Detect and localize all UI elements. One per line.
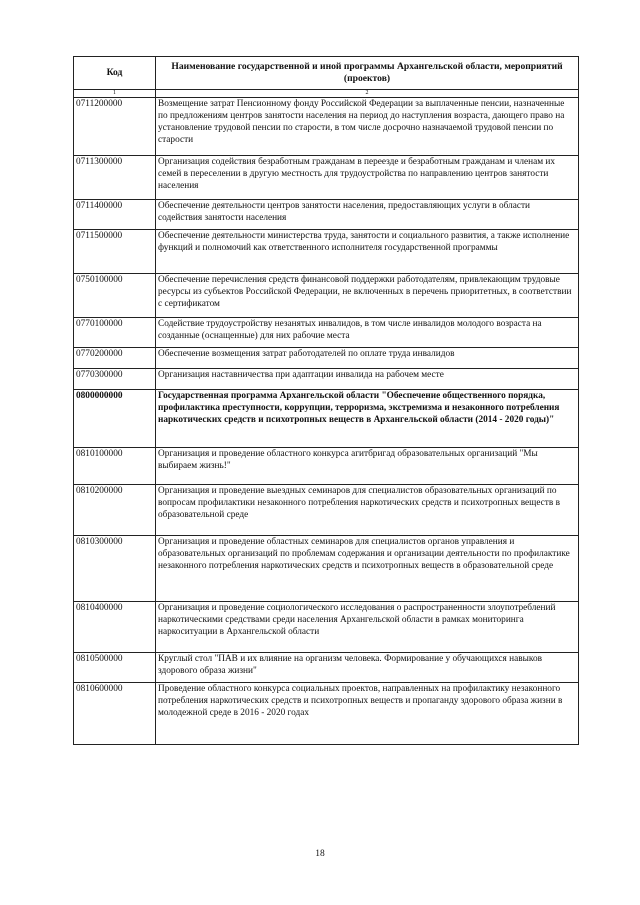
row-name: Обеспечение деятельности центров занятости населения, предоставляющих услуги в области содействия занятости населения — [156, 200, 579, 230]
program-code-table — [73, 56, 579, 745]
row-name: Обеспечение деятельности министерства труда, занятости и социального развития, а также исполнение функций и полномочий как ответственного исполнителя государственной программы — [156, 230, 579, 274]
row-code: 0810400000 — [74, 602, 156, 653]
table-row — [74, 602, 579, 653]
row-name: Обеспечение возмещения затрат работодателей по оплате труда инвалидов — [156, 348, 579, 369]
row-code: 0711300000 — [74, 156, 156, 200]
row-name: Организация содействия безработным гражданам в переезде и безработным гражданам и членам их семей в переселении в другую местность для трудоустройства по направлению центров занятости населения — [156, 156, 579, 200]
row-name: Проведение областного конкурса социальных проектов, направленных на профилактику незаконного потребления наркотических средств и психотропных веществ и пропаганду здорового образа жизни в молодежной среде в 2016 - 2020 годах — [156, 683, 579, 745]
table-row — [74, 200, 579, 230]
row-code: 0810600000 — [74, 683, 156, 745]
table-row — [74, 318, 579, 348]
row-name: Обеспечение перечисления средств финансовой поддержки работодателям, привлекающим трудовые ресурсы из субъектов Российской Федерации, не включенных в перечень приоритетных, в соответствии с сертификатом — [156, 274, 579, 318]
row-code: 0770300000 — [74, 369, 156, 390]
table-row — [74, 274, 579, 318]
page-number: 18 — [315, 849, 325, 859]
row-code: 0800000000 — [74, 390, 156, 448]
table-row — [74, 390, 579, 448]
table-row — [74, 653, 579, 683]
column-number-row — [74, 90, 579, 98]
row-name: Государственная программа Архангельской области "Обеспечение общественного порядка, профилактика преступности, коррупции, терроризма, экстремизма и незаконного потребления наркотических средств и психотропных веществ в Архангельской области (2014 - 2020 годы)" — [156, 390, 579, 448]
row-code: 0810500000 — [74, 653, 156, 683]
table-row — [74, 448, 579, 485]
table-row — [74, 348, 579, 369]
row-code: 0711200000 — [74, 98, 156, 156]
header-code: Код — [74, 57, 156, 90]
row-name: Возмещение затрат Пенсионному фонду Российской Федерации за выплаченные пенсии, назначенные по предложениям центров занятости населения на период до наступления возраста, дающего право на установление трудовой пенсии по старости, в том числе досрочно назначаемой трудовой пенсии по старости — [156, 98, 579, 156]
table-row — [74, 156, 579, 200]
row-code: 0770200000 — [74, 348, 156, 369]
table-row — [74, 230, 579, 274]
row-code: 0770100000 — [74, 318, 156, 348]
row-name: Организация и проведение областного конкурса агитбригад образовательных организаций "Мы выбираем жизнь!" — [156, 448, 579, 485]
row-name: Содействие трудоустройству незанятых инвалидов, в том числе инвалидов молодого возраста на созданные (оснащенные) для них рабочие места — [156, 318, 579, 348]
header-name: Наименование государственной и иной программы Архангельской области, мероприятий (проектов) — [156, 57, 579, 90]
table-row — [74, 536, 579, 602]
row-code: 0711500000 — [74, 230, 156, 274]
table-header-row — [74, 57, 579, 90]
column-number-2: 2 — [156, 90, 579, 98]
row-name: Круглый стол "ПАВ и их влияние на организм человека. Формирование у обучающихся навыков здорового образа жизни" — [156, 653, 579, 683]
row-name: Организация и проведение областных семинаров для специалистов органов управления и образовательных организаций по проблемам содержания и организации деятельности по профилактике незаконного потребления наркотических средств и психотропных веществ в образовательной среде — [156, 536, 579, 602]
row-code: 0810300000 — [74, 536, 156, 602]
row-code: 0711400000 — [74, 200, 156, 230]
table-row — [74, 683, 579, 745]
table-row — [74, 98, 579, 156]
row-name: Организация и проведение социологического исследования о распространенности злоупотреблений наркотическими средствами среди населения Архангельской области в рамках мониторинга наркоситуации в Архангельской области — [156, 602, 579, 653]
table-row — [74, 485, 579, 536]
row-code: 0750100000 — [74, 274, 156, 318]
column-number-1: 1 — [74, 90, 156, 98]
row-name: Организация и проведение выездных семинаров для специалистов образовательных организаций по вопросам профилактики незаконного потребления наркотических средств и психотропных веществ в образовательной среде — [156, 485, 579, 536]
row-code: 0810200000 — [74, 485, 156, 536]
table-row — [74, 369, 579, 390]
row-code: 0810100000 — [74, 448, 156, 485]
row-name: Организация наставничества при адаптации инвалида на рабочем месте — [156, 369, 579, 390]
